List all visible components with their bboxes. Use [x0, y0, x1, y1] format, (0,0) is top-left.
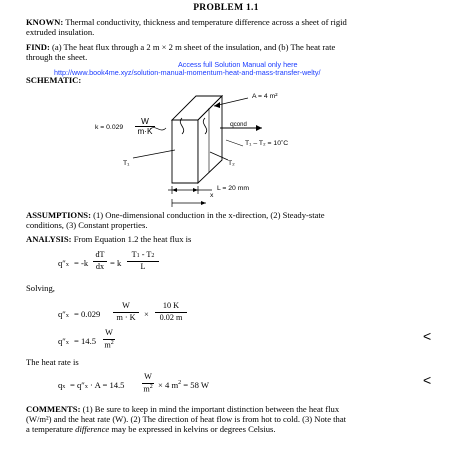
- eq1-lhs: q″x: [58, 258, 69, 268]
- eq1-k: = k: [110, 258, 122, 268]
- eq3-answer-mark: <: [423, 328, 432, 344]
- k-label: k = 0.029: [95, 124, 124, 131]
- k-unit-den: m·K: [137, 127, 153, 136]
- t2-label: T₂: [228, 160, 235, 167]
- t1-leader: [133, 150, 175, 158]
- ad-link[interactable]: http://www.book4me.xyz/solution-manual-momentum-heat-and-mass-transfer-welty/: [54, 68, 321, 77]
- assumptions-line1: ASSUMPTIONS: (1) One-dimensional conduction in the x-direction, (2) Steady-state: [26, 210, 325, 220]
- eq1-minus-k: = -k: [74, 258, 89, 268]
- comments-line3: a temperature difference may be expressed in kelvins or degrees Celsius.: [26, 424, 276, 434]
- assumptions-label: ASSUMPTIONS:: [26, 210, 91, 220]
- slab-front-face: [172, 120, 198, 183]
- comments-line2: (W/m²) and the heat rate (W). (2) The direction of heat flow is from hot to cold. (3) Note that: [26, 414, 347, 424]
- known-line1: KNOWN: Thermal conductivity, thickness and temperature difference across a sheet of rigid: [26, 17, 347, 27]
- area-label: A = 4 m²: [252, 93, 278, 100]
- known-line2: extruded insulation.: [26, 27, 95, 37]
- eq2-f1-den: m · K: [116, 313, 136, 322]
- x-axis-arrowhead: [201, 201, 206, 205]
- eq1-dx: dx: [95, 262, 105, 271]
- eq2-times: ×: [144, 309, 149, 319]
- x-label: x: [210, 192, 214, 199]
- eq3-num: W: [105, 328, 113, 337]
- eq2-value: = 0.029: [74, 309, 101, 319]
- analysis-label: ANALYSIS:: [26, 234, 72, 244]
- solving-text: Solving,: [26, 283, 55, 293]
- eq4-lhs: qx: [58, 380, 66, 390]
- analysis-line: ANALYSIS: From Equation 1.2 the heat flux is: [26, 234, 192, 244]
- rate-text: The heat rate is: [26, 357, 79, 367]
- eq4-num: W: [144, 372, 152, 381]
- eq4-tail: × 4 $m^2 = 58$ W: [158, 380, 209, 390]
- find-label: FIND:: [26, 42, 50, 52]
- eq4-den: $m^2$: [143, 384, 153, 394]
- comments-label: COMMENTS:: [26, 404, 81, 414]
- eq1-dT: dT: [95, 250, 105, 259]
- eq2-lhs: q″x: [58, 309, 69, 319]
- schematic-label: SCHEMATIC:: [26, 75, 82, 85]
- eq3-value: = 14.5: [74, 336, 97, 346]
- ad-line1[interactable]: Access full Solution Manual only here: [178, 60, 298, 69]
- dT-label: T₁ – T₂ = 10˚C: [245, 140, 289, 147]
- eq2-f1-num: W: [122, 301, 130, 310]
- eq2-f2-den: 0.02 m: [159, 313, 183, 322]
- L-arrow-right: [193, 188, 198, 192]
- eq1-num: T1 - T2: [131, 250, 155, 259]
- L-arrow-left: [172, 188, 177, 192]
- problem-title: PROBLEM 1.1: [193, 3, 259, 13]
- comments-line1: COMMENTS: (1) Be sure to keep in mind the important distinction between the heat flux: [26, 404, 340, 414]
- find-line2: through the sheet.: [26, 52, 88, 62]
- qcond-arrowhead: [256, 125, 262, 131]
- L-label: L = 20 mm: [217, 185, 250, 192]
- find-line1: FIND: (a) The heat flux through a 2 m × 2 m sheet of the insulation, and (b) The heat rate: [26, 42, 336, 52]
- t1-label: T₁: [123, 160, 130, 167]
- assumptions-line2: conditions, (3) Constant properties.: [26, 220, 148, 230]
- eq3-lhs: q″x: [58, 336, 69, 346]
- known-label: KNOWN:: [26, 17, 64, 27]
- eq1-den: L: [140, 262, 146, 271]
- k-unit-num: W: [141, 117, 149, 126]
- dT-leader: [226, 140, 243, 146]
- eq2-f2-num: 10 K: [162, 301, 180, 310]
- eq4-answer-mark: <: [423, 372, 432, 388]
- eq4-mid: = q″x · A = 14.5: [70, 380, 125, 390]
- qcond-label: qcond: [230, 121, 247, 128]
- eq3-den: $m^2$: [104, 340, 114, 350]
